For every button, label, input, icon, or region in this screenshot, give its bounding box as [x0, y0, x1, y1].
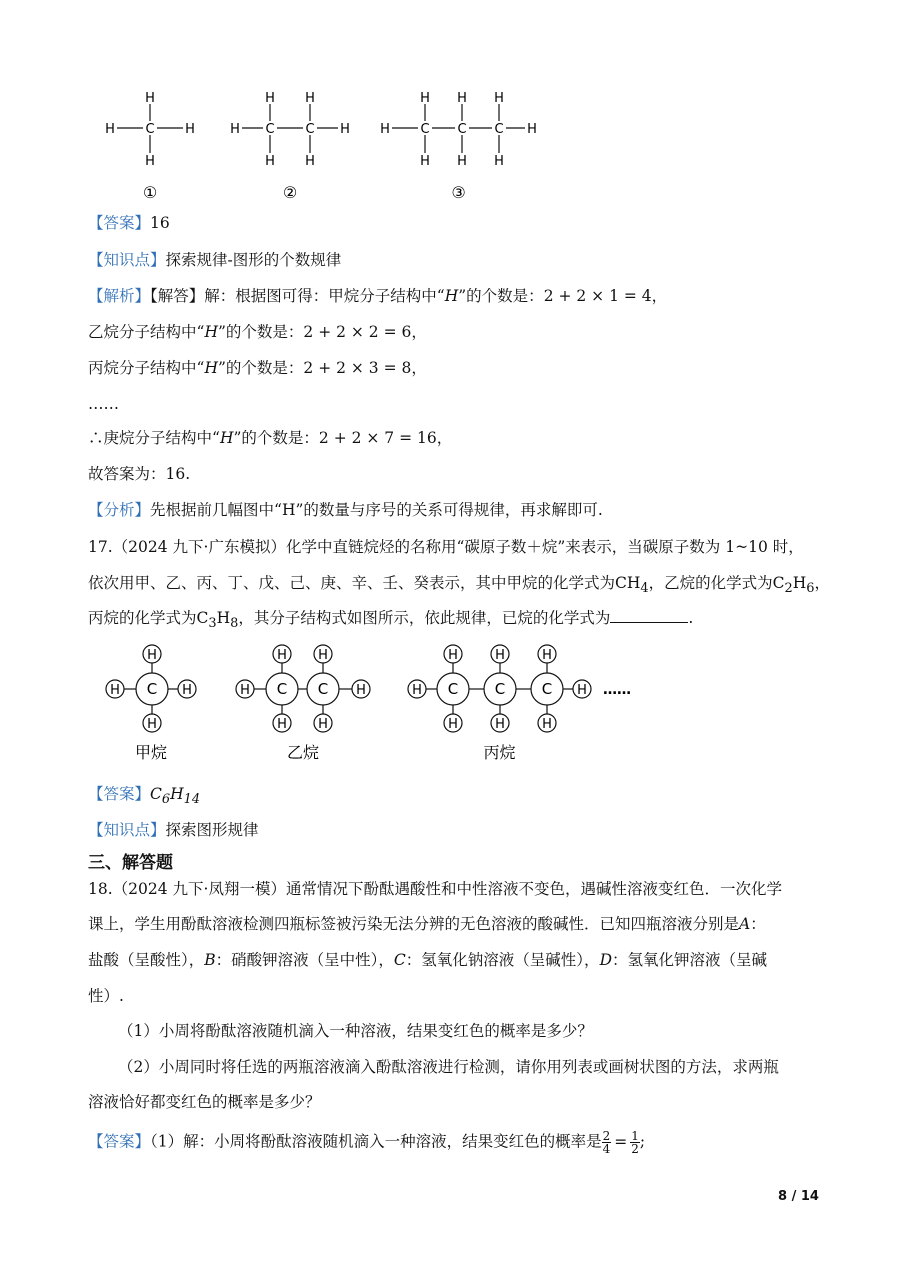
hydrogen-atom: H: [448, 648, 458, 663]
answer-tag: 【答案】: [88, 214, 151, 232]
hydrogen-atom: H: [542, 648, 552, 663]
stem-text: ：: [750, 915, 766, 933]
denominator: 2: [631, 1142, 639, 1156]
hydrogen-atom: H: [305, 154, 315, 169]
stem-text: ，: [814, 574, 830, 592]
knowledge-tag: 【知识点】: [88, 251, 166, 269]
q16-solution-line-1: [88, 286, 667, 306]
answer-tag: 【答案】: [88, 785, 151, 803]
hydrogen-atom: H: [265, 154, 275, 169]
hydrogen-atom: H: [494, 91, 504, 106]
figure-label: ①: [142, 183, 158, 202]
solution-tag: 【解答】: [150, 287, 205, 305]
formula: H: [170, 785, 184, 803]
hydrogen-atom: H: [527, 122, 537, 137]
equation: 2 + 2 × 2 = 6，: [303, 323, 427, 341]
carbon-atom: C: [420, 122, 430, 137]
hydrogen-atom: H: [240, 683, 250, 698]
equals: =: [614, 1132, 628, 1151]
subscript: 6: [161, 792, 171, 808]
molecule-name: 乙烷: [286, 743, 320, 762]
q17-answer-line: [88, 784, 200, 810]
subscript: 3: [208, 616, 217, 632]
stem-text: ：氢氧化钾溶液（呈碱: [612, 951, 768, 969]
var-h: H: [204, 359, 218, 377]
hydrogen-atom: H: [495, 717, 505, 732]
carbon-atom: C: [494, 122, 504, 137]
stem-text: 盐酸（呈酸性），: [88, 951, 205, 969]
hydrogen-atom: H: [448, 717, 458, 732]
stem-text: ，乙烷的化学式为: [648, 574, 773, 592]
analysis-tag: 【解析】: [88, 287, 151, 305]
molecule-name: 甲烷: [134, 743, 168, 762]
solution-text: ∴庚烷分子结构中“: [88, 429, 220, 447]
q16-answer-line: [88, 213, 170, 233]
q17-knowledge-line: [88, 820, 259, 840]
knowledge-tag: 【知识点】: [88, 821, 166, 839]
var: A: [739, 915, 751, 933]
stem-text: ，其分子结构式如图所示，依此规律，已烷的化学式为: [238, 609, 611, 627]
formula: C: [772, 574, 785, 592]
q16-knowledge-line: [88, 250, 341, 270]
figure-label: ②: [282, 183, 298, 202]
formula: C: [150, 785, 162, 803]
hydrogen-atom: H: [318, 648, 328, 663]
formula: H: [216, 609, 231, 627]
formula: H: [792, 574, 807, 592]
var: D: [599, 951, 612, 969]
var-h: H: [444, 287, 459, 305]
hydrogen-atom: H: [412, 683, 422, 698]
q17-stem-line-2: [88, 573, 830, 599]
stem-text: ：氢氧化钠溶液（呈碱性），: [405, 951, 600, 969]
hydrogen-atom: H: [457, 91, 467, 106]
hydrogen-atom: H: [265, 91, 275, 106]
carbon-atom: C: [305, 122, 315, 137]
var: C: [393, 951, 406, 969]
q18-stem-line-3: [88, 950, 767, 970]
hydrogen-atom: H: [110, 683, 120, 698]
subscript: 2: [784, 581, 793, 597]
stem-text: ：硝酸钾溶液（呈中性），: [215, 951, 394, 969]
structural-formula-figure-2: [95, 638, 655, 768]
knowledge-text: 探索规律-图形的个数规律: [165, 251, 342, 269]
stem-text: 丙烷的化学式为: [88, 609, 197, 627]
q18-stem-line-1: 18.（2024 九下·凤翔一模）通常情况下酚酞遇酸性和中性溶液不变色，遇碱性溶液变红色．一次化学: [88, 880, 782, 898]
formula: CH: [615, 574, 641, 592]
formula: C: [196, 609, 209, 627]
hydrogen-atom: H: [494, 154, 504, 169]
hydrogen-atom: H: [380, 122, 390, 137]
carbon-atom: C: [457, 122, 467, 137]
q16-solution-line-4: [88, 428, 452, 448]
denominator: 4: [602, 1142, 611, 1156]
q18-answer-line: [88, 1130, 645, 1155]
hydrogen-atom: H: [277, 717, 287, 732]
figure-label: ③: [451, 183, 466, 202]
molecule-name: 丙烷: [483, 743, 516, 762]
stem-text: .: [688, 609, 694, 627]
hydrogen-atom: H: [277, 648, 287, 663]
hydrogen-atom: H: [305, 91, 315, 106]
q16-solution-line-3: [88, 358, 427, 378]
hydrogen-atom: H: [105, 122, 115, 137]
var: B: [204, 951, 216, 969]
hydrogen-atom: H: [420, 154, 430, 169]
continuation-dots: ……: [603, 682, 631, 698]
carbon-atom: C: [265, 122, 275, 137]
stem-text: 依次用甲、乙、丙、丁、戊、己、庚、辛、壬、癸表示，其中甲烷的化学式为: [88, 574, 616, 592]
hydrogen-atom: H: [340, 122, 350, 137]
hydrogen-atom: H: [495, 648, 505, 663]
knowledge-text: 探索图形规律: [165, 821, 259, 839]
fraction: [602, 1130, 612, 1155]
carbon-atom: C: [276, 680, 288, 698]
hydrogen-atom: H: [318, 717, 328, 732]
carbon-atom: C: [146, 680, 158, 698]
q18-subquestion-2b: 溶液恰好都变红色的概率是多少？: [88, 1093, 321, 1111]
structural-formula-figure-1: [95, 85, 555, 210]
hydrogen-atom: H: [457, 154, 467, 169]
numerator: 2: [602, 1129, 611, 1143]
q18-subquestion-1: （1）小周将酚酞溶液随机滴入一种溶液，结果变红色的概率是多少？: [118, 1022, 593, 1040]
hydrogen-atom: H: [577, 683, 587, 698]
carbon-atom: C: [447, 680, 459, 698]
page-number: 8 / 14: [778, 1189, 819, 1204]
q16-solution-line-2: [88, 322, 427, 342]
equation: 2 + 2 × 3 = 8，: [303, 359, 427, 377]
carbon-atom: C: [494, 680, 506, 698]
subscript: 8: [230, 616, 239, 632]
hydrogen-atom: H: [542, 717, 552, 732]
solution-text: ”的个数是：: [233, 429, 319, 447]
answer-blank: [610, 608, 688, 623]
answer-text: ;: [639, 1132, 646, 1151]
hydrogen-atom: H: [182, 683, 192, 698]
solution-text: 乙烷分子结构中“: [88, 323, 205, 341]
solution-text: ”的个数是：: [458, 287, 544, 305]
var-h: H: [204, 323, 218, 341]
carbon-atom: C: [317, 680, 329, 698]
solution-text: ”的个数是：: [217, 359, 304, 377]
q16-conclusion: 故答案为：16.: [88, 465, 191, 483]
q17-stem-line-1: 17.（2024 九下·广东模拟）化学中直链烷烃的名称用“碳原子数＋烷”来表示，当碳原子数为 1~10 时，: [88, 538, 804, 556]
section-heading: 三、解答题: [88, 853, 173, 873]
subscript: 14: [183, 792, 201, 808]
subscript: 4: [640, 581, 649, 597]
hydrogen-atom: H: [145, 91, 155, 106]
answer-text: （1）解：小周将酚酞溶液随机滴入一种溶液，结果变红色的概率是: [150, 1132, 602, 1151]
q16-analysis-line: [88, 500, 603, 520]
q17-stem-line-3: [88, 608, 693, 634]
answer-value: 16: [150, 214, 170, 232]
q18-stem-line-2: [88, 914, 766, 934]
hydrogen-atom: H: [230, 122, 240, 137]
hydrogen-atom: H: [145, 154, 155, 169]
hydrogen-atom: H: [147, 648, 157, 663]
solution-text: ”的个数是：: [217, 323, 304, 341]
q18-stem-line-4: 性）.: [88, 987, 124, 1005]
fraction: [630, 1130, 640, 1155]
fenxi-tag: 【分析】: [88, 501, 151, 519]
answer-tag: 【答案】: [88, 1132, 151, 1151]
hydrogen-atom: H: [147, 717, 157, 732]
hydrogen-atom: H: [185, 122, 195, 137]
q16-ellipsis: ……: [88, 395, 119, 413]
subscript: 6: [806, 581, 815, 597]
equation: 2 + 2 × 7 = 16，: [318, 429, 453, 447]
solution-text: 解：根据图可得：甲烷分子结构中“: [204, 287, 445, 305]
stem-text: 课上，学生用酚酞溶液检测四瓶标签被污染无法分辨的无色溶液的酸碱性．已知四瓶溶液分别是: [88, 915, 740, 933]
hydrogen-atom: H: [356, 683, 366, 698]
var-h: H: [219, 429, 234, 447]
carbon-atom: C: [541, 680, 553, 698]
equation: 2 + 2 × 1 = 4，: [543, 287, 668, 305]
numerator: 1: [631, 1129, 639, 1143]
carbon-atom: C: [145, 122, 155, 137]
solution-text: 丙烷分子结构中“: [88, 359, 205, 377]
q18-subquestion-2a: （2）小周同时将任选的两瓶溶液滴入酚酞溶液进行检测，请你用列表或画树状图的方法，求两瓶: [118, 1058, 779, 1076]
hydrogen-atom: H: [420, 91, 430, 106]
fenxi-text: 先根据前几幅图中“H”的数量与序号的关系可得规律，再求解即可.: [150, 501, 603, 519]
